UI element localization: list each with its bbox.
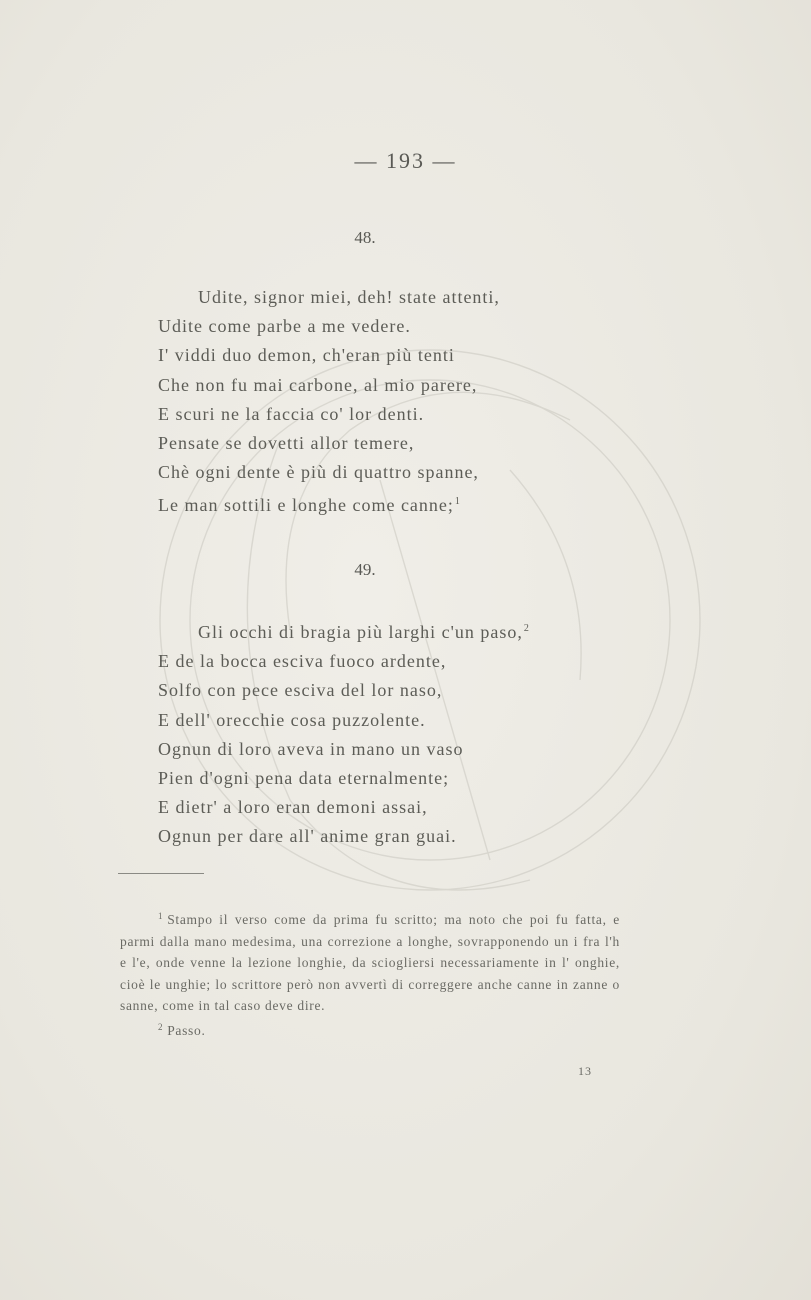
footnote-divider	[118, 873, 204, 874]
verse-line: Pensate se dovetti allor temere,	[158, 433, 415, 454]
footnote-text: Passo.	[167, 1022, 206, 1038]
verse-line: E dietr' a loro eran demoni assai,	[158, 797, 428, 818]
page-number-header: — 193 —	[354, 148, 457, 173]
verse-line: Udite, signor miei, deh! state attenti,	[198, 287, 500, 307]
verse-line: Ognun per dare all' anime gran guai.	[158, 826, 457, 847]
verse-line-text: Le man sottili e longhe come canne;	[158, 495, 454, 516]
stanza-48	[158, 283, 500, 521]
verse-line: I' viddi duo demon, ch'eran più tenti	[158, 345, 455, 366]
verse-line	[158, 487, 500, 520]
footnote-text: Stampo il verso come da prima fu scritto; ma noto che poi fu fatta, e parmi dalla mano medesima, una correzione a longhe, sovrapponendo un i fra l'h e l'e, onde venne la lezione longhie, da sciogliersi necessariamente in l' onghie, cioè le unghie; lo scrittore però non avvertì di correggere anche canne in zanne o sanne, come in tal caso deve dire.	[120, 912, 620, 1013]
verse-line: Pien d'ogni pena data eternalmente;	[158, 768, 450, 789]
stanza-49	[158, 614, 530, 852]
verse-line-text: Gli occhi di bragia più larghi c'un paso,	[198, 622, 523, 642]
stanza-number-49: 49.	[354, 560, 376, 579]
verse-line: E de la bocca esciva fuoco ardente,	[158, 651, 447, 672]
verse-line: Ognun di loro aveva in mano un vaso	[158, 738, 464, 759]
verse-line: E scuri ne la faccia co' lor denti.	[158, 403, 425, 424]
verse-line: E dell' orecchie cosa puzzolente.	[158, 709, 426, 730]
footnote-mark: 1	[158, 911, 164, 921]
verse-line: Che non fu mai carbone, al mio parere,	[158, 374, 478, 395]
footnote-ref: 1	[454, 496, 461, 508]
footnote-ref: 2	[523, 623, 530, 634]
footnote-2	[120, 1017, 620, 1042]
verse-line: Solfo con pece esciva del lor naso,	[158, 680, 443, 701]
footnote-mark: 2	[158, 1021, 164, 1032]
footnotes	[120, 906, 620, 1041]
verse-line	[158, 614, 530, 647]
verse-line: Udite come parbe a me vedere.	[158, 316, 411, 337]
footnote-1	[120, 906, 620, 1017]
signature-mark: 13	[578, 1064, 592, 1078]
verse-line: Chè ogni dente è più di quattro spanne,	[158, 462, 479, 483]
stanza-number-48: 48.	[354, 228, 376, 247]
